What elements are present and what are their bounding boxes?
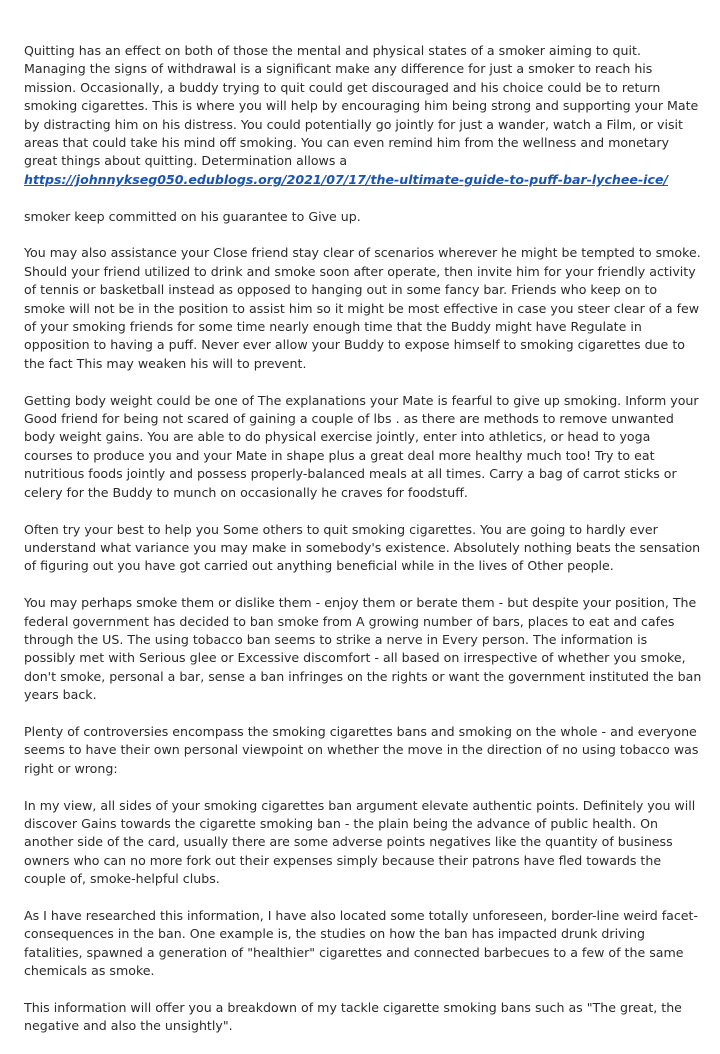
paragraph-6: You may perhaps smoke them or dislike them - enjoy them or berate them - but despite your position, The federal government has decided to ban smoke from A growing number of bars, places to eat and cafes through the US. The using tobacco ban seems to strike a nerve in Every person. The information is possibly met with Serious glee or Excessive discomfort - all based on irrespective of whether you smoke, don't smoke, personal a bar, sense a ban infringes on the rights or want the government instituted the ban years back. [24, 595, 702, 703]
paragraph-7: Plenty of controversies encompass the smoking cigarettes bans and smoking on the whole - and everyone seems to have their own personal viewpoint on whether the move in the direction of no using tobacco was right or wrong: [24, 723, 699, 776]
paragraph-3: You may also assistance your Close friend stay clear of scenarios wherever he might be tempted to smoke. Should your friend utilized to drink and smoke soon after operate, then invite him for your friendly activity of tennis or basketball instead as opposed to hanging out in some fancy bar. Friends who keep on to smoke will not be in the position to assist him so it might be most effective in case you steer clear of a few of your smoking friends for some time nearly enough time that the Buddy might have Regulate in opposition to having a puff. Never ever allow your Buddy to expose himself to smoking cigarettes due to the fact This may weaken his will to prevent. [24, 245, 701, 371]
paragraph-1 [24, 42, 702, 189]
paragraph-9: As I have researched this information, I have also located some totally unforeseen, border-line weird facet-consequences in the ban. One example is, the studies on how the ban has impacted drunk driving fatalities, spawned a generation of "healthier" cigarettes and connected barbecues to a few of the same chemicals as smoke. [24, 907, 699, 979]
paragraph-4: Getting body weight could be one of The explanations your Mate is fearful to give up smoking. Inform your Good friend for being not scared of gaining a couple of lbs . as there are methods to remove unwanted body weight gains. You are able to do physical exercise jointly, enter into athletics, or head to yoga courses to produce you and your Mate in shape plus a great deal more healthy much too! Try to eat nutritious foods jointly and possess properly-balanced meals at all times. Carry a bag of carrot sticks or celery for the Buddy to munch on occasionally he craves for foodstuff. [24, 392, 699, 500]
paragraph-5: Often try your best to help you Some others to quit smoking cigarettes. You are going to hardly ever understand what variance you may make in somebody's existence. Absolutely nothing beats the sensation of figuring out you have got carried out anything beneficial while in the lives of Other people. [24, 521, 701, 574]
paragraph-8: In my view, all sides of your smoking cigarettes ban argument elevate authentic points. Definitely you will discover Gains towards the cigarette smoking ban - the plain being the advance of public health. On another side of the card, usually there are some adverse points negatives like the quantity of business owners who can no more fork out their expenses simply because their patrons have fled towards the couple of, smoke-helpful clubs. [24, 797, 696, 887]
article-link[interactable]: https://johnnykseg050.edublogs.org/2021/07/17/the-ultimate-guide-to-puff-bar-lychee-ice/ [24, 171, 669, 187]
paragraph-1-text: Quitting has an effect on both of those the mental and physical states of a smoker aiming to quit. Managing the signs of withdrawal is a significant make any difference for just a smoker to reach his mission. Occasionally, a buddy trying to quit could get discouraged and his choice could be to return smoking cigarettes. This is where you will help by encouraging him being strong and supporting your Mate by distracting him on his distress. You could potentially go jointly for just a wander, watch a Film, or visit areas that could take his mind off smoking. You can even remind him from the wellness and monetary great things about quitting. Determination allows a [24, 43, 699, 169]
paragraph-2: smoker keep committed on his guarantee to Give up. [24, 208, 361, 224]
article-body [24, 42, 702, 1054]
paragraph-10: This information will offer you a breakdown of my tackle cigarette smoking bans such as "The great, the negative and also the unsightly". [24, 999, 682, 1034]
